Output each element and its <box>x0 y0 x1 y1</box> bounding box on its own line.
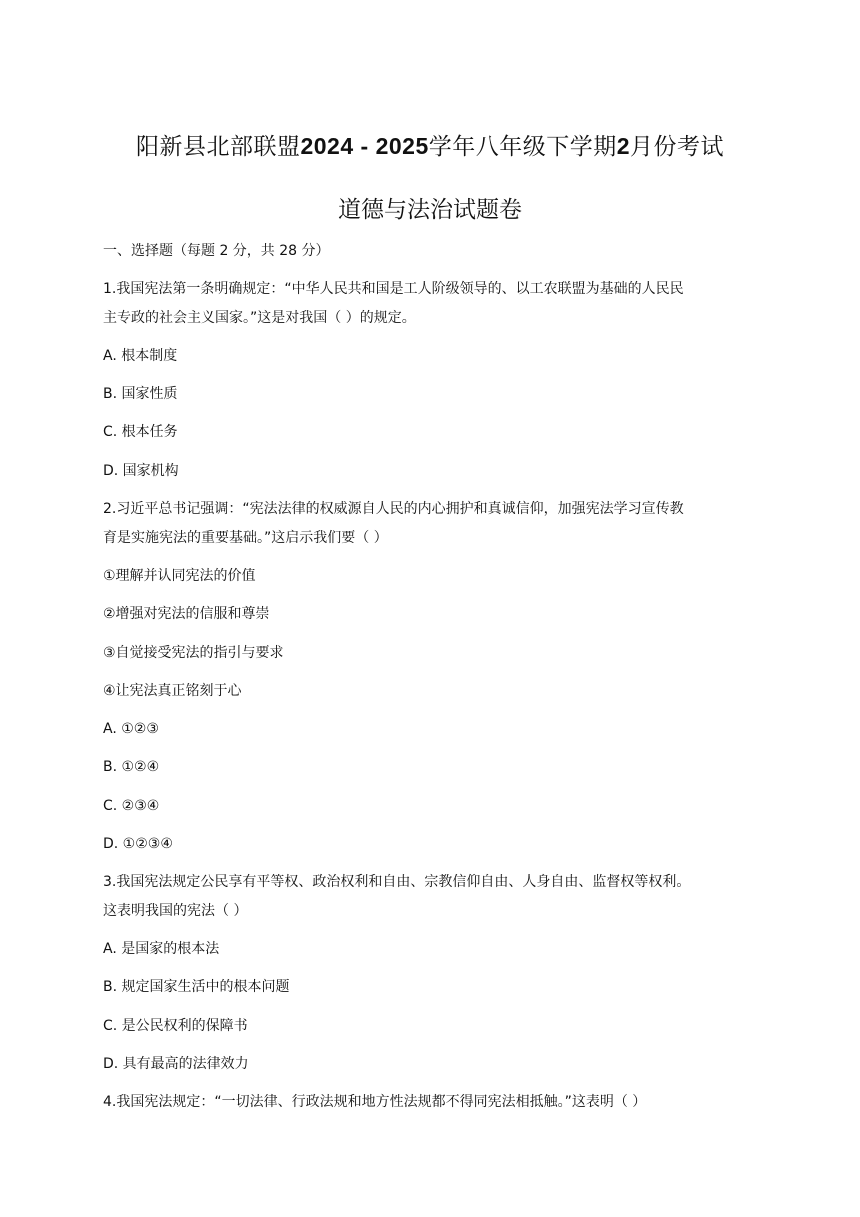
exam-title <box>0 130 860 163</box>
section-heading: 一、选择题（每题 2 分，共 28 分） <box>103 243 330 259</box>
question-2-option-b: B. ①②④ <box>103 759 160 775</box>
title-part3: 月份考试 <box>630 134 725 160</box>
question-2-option-d: D. ①②③④ <box>103 836 173 852</box>
question-1-stem-line1: 1.我国宪法第一条明确规定：“中华人民共和国是工人阶级领导的、以工农联盟为基础的人民民 <box>103 281 684 297</box>
question-3-option-a: A. 是国家的根本法 <box>103 941 220 957</box>
question-3-option-b: B. 规定国家生活中的根本问题 <box>103 979 290 995</box>
question-1-option-b: B. 国家性质 <box>103 386 178 402</box>
question-1-stem-line2: 主专政的社会主义国家。”这是对我国（ ）的规定。 <box>103 310 416 326</box>
question-1-option-c: C. 根本任务 <box>103 424 178 440</box>
exam-subtitle: 道德与法治试题卷 <box>338 197 522 223</box>
question-2-option-c: C. ②③④ <box>103 798 160 814</box>
title-part1: 阳新县北部联盟 <box>135 134 301 160</box>
title-dash: - <box>353 133 376 159</box>
question-2-option-a: A. ①②③ <box>103 721 159 737</box>
question-2-statement-1: ①理解并认同宪法的价值 <box>103 568 256 584</box>
question-3-option-c: C. 是公民权利的保障书 <box>103 1018 248 1034</box>
question-2-stem-line2: 育是实施宪法的重要基础。”这启示我们要（ ） <box>103 530 388 546</box>
title-year1: 2024 <box>300 133 354 159</box>
question-3-stem-line1: 3.我国宪法规定公民享有平等权、政治权利和自由、宗教信仰自由、人身自由、监督权等权利。 <box>103 874 691 890</box>
title-part2: 学年八年级下学期 <box>428 134 617 160</box>
title-year2: 2025 <box>375 133 429 159</box>
question-4-stem-line1: 4.我国宪法规定：“一切法律、行政法规和地方性法规都不得同宪法相抵触。”这表明（ ） <box>103 1094 647 1110</box>
question-2-statement-3: ③自觉接受宪法的指引与要求 <box>103 645 284 661</box>
question-3-option-d: D. 具有最高的法律效力 <box>103 1056 249 1072</box>
question-1-option-a: A. 根本制度 <box>103 348 178 364</box>
question-2-statement-2: ②增强对宪法的信服和尊崇 <box>103 606 270 622</box>
question-3-stem-line2: 这表明我国的宪法（ ） <box>103 903 248 919</box>
title-month: 2 <box>616 133 631 159</box>
question-1-option-d: D. 国家机构 <box>103 463 179 479</box>
question-2-stem-line1: 2.习近平总书记强调：“宪法法律的权威源自人民的内心拥护和真诚信仰，加强宪法学习宣传教 <box>103 501 684 517</box>
question-2-statement-4: ④让宪法真正铭刻于心 <box>103 683 242 699</box>
